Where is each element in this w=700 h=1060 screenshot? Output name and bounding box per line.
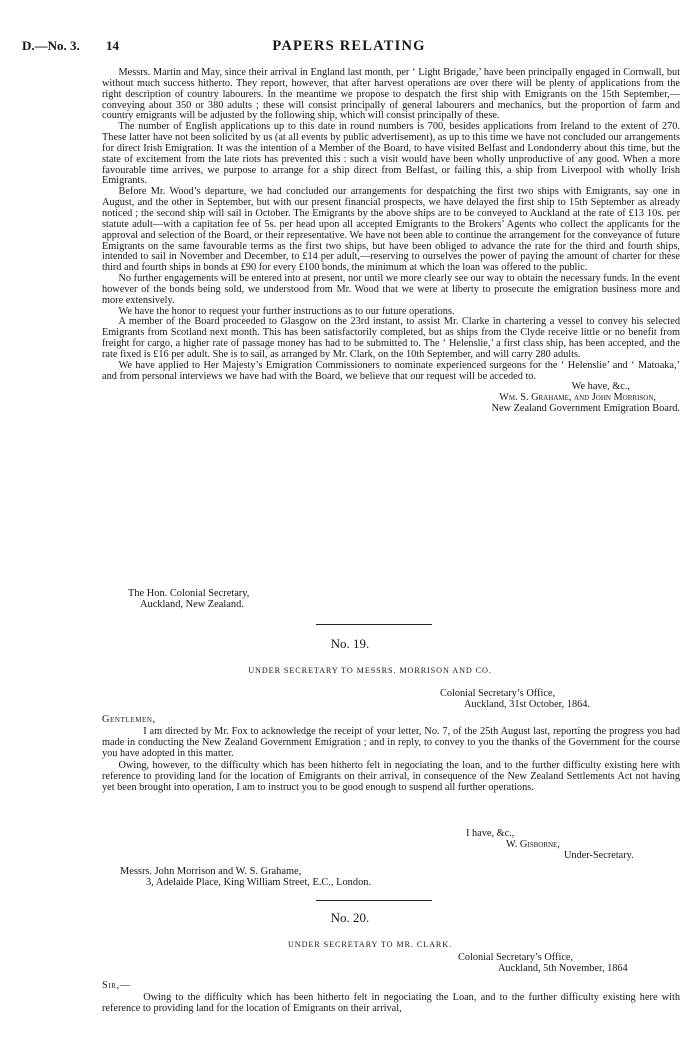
date-line: Auckland, 5th November, 1864 (498, 963, 628, 975)
office-line: Colonial Secretary’s Office, (458, 952, 574, 963)
running-title: PAPERS RELATING (272, 38, 426, 54)
board-name: New Zealand Government Emigration Board. (491, 403, 680, 415)
page-number: 14 (106, 38, 119, 53)
addressee-line: The Hon. Colonial Secretary, (128, 588, 250, 599)
paragraph: Owing, however, to the difficulty which has been hitherto felt in negociating the loan, and to the further difficulty existing here with reference to providing land for the location of Emigrants on their arrival, in consequence of the New Zealand Settlements Act not having yet been brought into operation, I am to instruct you to be good enough to suspend all further operations. (102, 759, 680, 794)
addressee-line: Auckland, New Zealand. (140, 599, 244, 611)
closing: We have, &c., (571, 381, 630, 393)
section-rule (316, 900, 432, 901)
addressee-line: 3, Adelaide Place, King William Street, E.C., London. (146, 877, 372, 889)
dateline (458, 952, 680, 974)
letter-18-body (102, 68, 680, 415)
paragraph: A member of the Board proceeded to Glasgow on the 23rd instant, to assist Mr. Clarke in chartering a vessel to convey his selected Emigrants from Scotland next month. This has been satisfactorily completed, but as ships from the Clyde receive little or no benefit from freight for cargo, a higher rate of passage money has had to be submitted to. The ‘ Helenslie,’ a first class ship, has been accepted, and the rate fixed is £16 per adult. She is to sail, as arranged by Mr. Clark, on the 10th September, and will carry 280 adults. (102, 316, 680, 360)
section-caption: UNDER SECRETARY TO MR. CLARK. (287, 940, 453, 949)
paragraph: Before Mr. Wood’s departure, we had concluded our arrangements for despatching the first two ships with Emigrants, say one in August, and the other in September, but with our present financial prospects, we have delayed the first ship to 15th September as already noticed ; the second ship will sail in October. The Emigrants by the above ships are to be conveyed to Auckland at the rate of £13 10s. per statute adult—with a capitation fee of 5s. per head upon all accepted Emigrants to the Brokers’ Agents who collect the applicants for the approval and selection of the Board, or their representative. We have not been able to continue the arrangement for the conveyance of future Emigrants on the same favourable terms as the first two ships, but have been obliged to advance the rate for the third and fourth ships, intended to sail in November and December, to £14 per adult,—reserving to ourselves the power of paying the amount of charter for these third and fourth ships in bonds at £90 for every £100 bonds, the minimum at which the loan was offered to the public. (102, 186, 680, 274)
addressee (120, 866, 371, 889)
signatories: Wm. S. Grahame, and John Morrison, (499, 392, 656, 404)
page-header (22, 38, 676, 60)
dateline (440, 688, 680, 710)
paragraph: The number of English applications up to this date in round numbers is 700, besides applications from Ireland to the extent of 270. These latter have not been solicited by us (at all events by public advertisement), as up to this time we have not concluded our arrangements for direct Irish Emigration. It was the intention of a Member of the Board, to have visited Belfast and Londonderry about this time, but the state of excitement from the late riots has prevented this : such a visit would have been wholly unproductive of any good. When a more favourable time arrives, we purpose to arrange for a ship direct from Belfast, or failing this, a ship from Liverpool with wholly Irish Emigrants. (102, 121, 680, 187)
paragraph: I am directed by Mr. Fox to acknowledge the receipt of your letter, No. 7, of the 25th August last, reporting the progress you had made in conducting the New Zealand Government Emigration ; and in reply, to convey to you the thanks of the Government for the course you have adopted in this matter. (102, 726, 680, 760)
section-caption: UNDER SECRETARY TO MESSRS. MORRISON AND CO. (248, 666, 492, 675)
paragraph: Messrs. Martin and May, since their arrival in England last month, per ‘ Light Brigade,’ have been principally engaged in Cornwall, but without much success hitherto. They report, however, that after harvest operations are over there will be plenty of applications from the right description of country labourers. In the meantime we propose to despatch the first ship with Emigrants on the 15th September,—conveying about 350 or 380 adults ; these will consist principally of general labourers and mechanics, but the proportion of farm and country emigrants will be adjusted by the following ship, which will consist principally of these. (102, 67, 680, 122)
date-line: Auckland, 31st October, 1864. (464, 699, 590, 711)
salutation: Gentlemen, (102, 714, 156, 725)
letter-19-body (102, 726, 680, 793)
section-number: No. 19. (330, 636, 370, 651)
section-number: No. 20. (330, 910, 370, 925)
paragraph: We have the honor to request your further instructions as to our future operations. (118, 305, 455, 317)
office-line: Colonial Secretary’s Office, (440, 688, 556, 699)
section-rule (316, 624, 432, 625)
addressee-line: Messrs. John Morrison and W. S. Grahame, (120, 866, 302, 877)
signatory-title: Under-Secretary. (564, 850, 634, 862)
document-reference: D.—No. 3. (22, 38, 80, 53)
paragraph: We have applied to Her Majesty’s Emigration Commissioners to nominate experienced surgeons for the ‘ Helenslie’ and ‘ Matoaka,’ and from personal interviews we have had with the Board, we believe that our request will be acceded to. (102, 359, 680, 382)
letter-20-body (102, 992, 680, 1014)
salutation: Sir,— (102, 980, 131, 991)
paragraph: No further engagements will be entered into at present, nor until we more clearly see our way to obtain the necessary funds. In the event however of the bonds being sold, we understood from Mr. Wood that we were at liberty to prosecute the emigration business more and more extensively. (102, 273, 680, 306)
signature-block (466, 828, 680, 862)
addressee (128, 588, 249, 611)
paragraph: Owing to the difficulty which has been hitherto felt in negociating the Loan, and to the further difficulty existing here with reference to providing land for the location of Emigrants on their arrival, (102, 992, 680, 1015)
closing: I have, &c., (466, 828, 515, 839)
signatory: W. Gisborne, (506, 839, 560, 851)
